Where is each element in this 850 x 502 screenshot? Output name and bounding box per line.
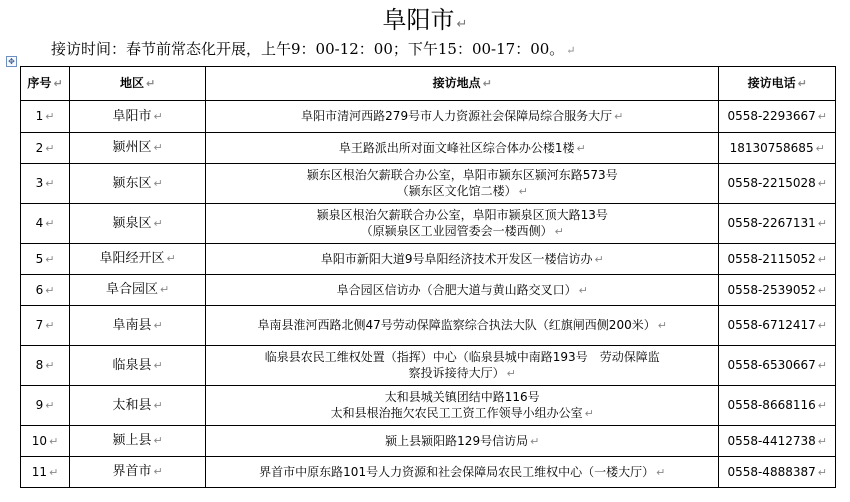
cell-phone: 0558-2293667 ↵ bbox=[719, 101, 836, 133]
paragraph-mark-icon: ↵ bbox=[566, 44, 576, 57]
column-header-district: 地区 ↵ bbox=[70, 67, 206, 101]
cell-phone: 0558-8668116 ↵ bbox=[719, 386, 836, 426]
cell-address: 临泉县农民工维权处置（指挥）中心（临泉县城中南路193号 劳动保障监 察投诉接待大厅） ↵ bbox=[206, 346, 719, 386]
subtitle-text: 接访时间：春节前常态化开展，上午9：00-12：00；下午15：00-17：00。 bbox=[51, 40, 565, 58]
cell-phone: 0558-6712417 ↵ bbox=[719, 306, 836, 346]
reception-table bbox=[20, 66, 836, 488]
column-header-num: 序号 ↵ bbox=[21, 67, 70, 101]
cell-num: 10 ↵ bbox=[21, 426, 70, 457]
cell-district: 界首市 ↵ bbox=[70, 457, 206, 488]
table-row bbox=[21, 275, 836, 306]
cell-num: 1 ↵ bbox=[21, 101, 70, 133]
cell-num: 11 ↵ bbox=[21, 457, 70, 488]
table-row bbox=[21, 244, 836, 275]
cell-district: 阜合园区 ↵ bbox=[70, 275, 206, 306]
cell-phone: 0558-4888387 ↵ bbox=[719, 457, 836, 488]
table-row bbox=[21, 101, 836, 133]
table-row bbox=[21, 346, 836, 386]
cell-num: 3 ↵ bbox=[21, 164, 70, 204]
cell-num: 9 ↵ bbox=[21, 386, 70, 426]
paragraph-mark-icon: ↵ bbox=[456, 17, 468, 32]
table-row bbox=[21, 204, 836, 244]
document-subtitle bbox=[51, 38, 576, 62]
table-row bbox=[21, 386, 836, 426]
column-header-phone: 接访电话 ↵ bbox=[719, 67, 836, 101]
cell-district: 太和县 ↵ bbox=[70, 386, 206, 426]
cell-num: 6 ↵ bbox=[21, 275, 70, 306]
cell-address: 界首市中原东路101号人力资源和社会保障局农民工维权中心（一楼大厅） ↵ bbox=[206, 457, 719, 488]
cell-phone: 0558-6530667 ↵ bbox=[719, 346, 836, 386]
table-body bbox=[21, 101, 836, 488]
table-row bbox=[21, 164, 836, 204]
cell-phone: 0558-4412738 ↵ bbox=[719, 426, 836, 457]
cell-district: 阜阳经开区 ↵ bbox=[70, 244, 206, 275]
cell-address: 阜阳市清河西路279号市人力资源社会保障局综合服务大厅 ↵ bbox=[206, 101, 719, 133]
cell-address: 阜王路派出所对面文峰社区综合体办公楼1楼 ↵ bbox=[206, 133, 719, 164]
table-row bbox=[21, 133, 836, 164]
table-header-row bbox=[21, 67, 836, 101]
document-title bbox=[0, 4, 850, 41]
column-header-address: 接访地点 ↵ bbox=[206, 67, 719, 101]
cell-num: 2 ↵ bbox=[21, 133, 70, 164]
cell-address: 阜阳市新阳大道9号阜阳经济技术开发区一楼信访办 ↵ bbox=[206, 244, 719, 275]
cell-phone: 0558-2115052 ↵ bbox=[719, 244, 836, 275]
cell-district: 颍东区 ↵ bbox=[70, 164, 206, 204]
cell-address: 太和县城关镇团结中路116号 太和县根治拖欠农民工工资工作领导小组办公室 ↵ bbox=[206, 386, 719, 426]
table-row bbox=[21, 306, 836, 346]
cell-num: 7 ↵ bbox=[21, 306, 70, 346]
cell-district: 颍泉区 ↵ bbox=[70, 204, 206, 244]
cell-address: 颍上县颍阳路129号信访局 ↵ bbox=[206, 426, 719, 457]
table-row bbox=[21, 426, 836, 457]
cell-phone: 0558-2267131 ↵ bbox=[719, 204, 836, 244]
cell-phone: 0558-2539052 ↵ bbox=[719, 275, 836, 306]
cell-num: 5 ↵ bbox=[21, 244, 70, 275]
cell-address: 阜合园区信访办（合肥大道与黄山路交叉口） ↵ bbox=[206, 275, 719, 306]
cell-phone: 18130758685 ↵ bbox=[719, 133, 836, 164]
cell-address: 颍东区根治欠薪联合办公室，阜阳市颍东区颍河东路573号 （颍东区文化馆二楼） ↵ bbox=[206, 164, 719, 204]
title-text: 阜阳市 bbox=[382, 6, 455, 34]
cell-district: 颍上县 ↵ bbox=[70, 426, 206, 457]
table-row bbox=[21, 457, 836, 488]
cell-address: 阜南县淮河西路北侧47号劳动保障监察综合执法大队（红旗闸西侧200米） ↵ bbox=[206, 306, 719, 346]
cell-district: 阜南县 ↵ bbox=[70, 306, 206, 346]
cell-num: 4 ↵ bbox=[21, 204, 70, 244]
cell-district: 阜阳市 ↵ bbox=[70, 101, 206, 133]
move-handle-icon[interactable]: ✥ bbox=[6, 56, 17, 67]
cell-num: 8 ↵ bbox=[21, 346, 70, 386]
cell-phone: 0558-2215028 ↵ bbox=[719, 164, 836, 204]
cell-district: 临泉县 ↵ bbox=[70, 346, 206, 386]
cell-district: 颍州区 ↵ bbox=[70, 133, 206, 164]
cell-address: 颍泉区根治欠薪联合办公室，阜阳市颍泉区顶大路13号 （原颍泉区工业园管委会一楼西侧） ↵ bbox=[206, 204, 719, 244]
